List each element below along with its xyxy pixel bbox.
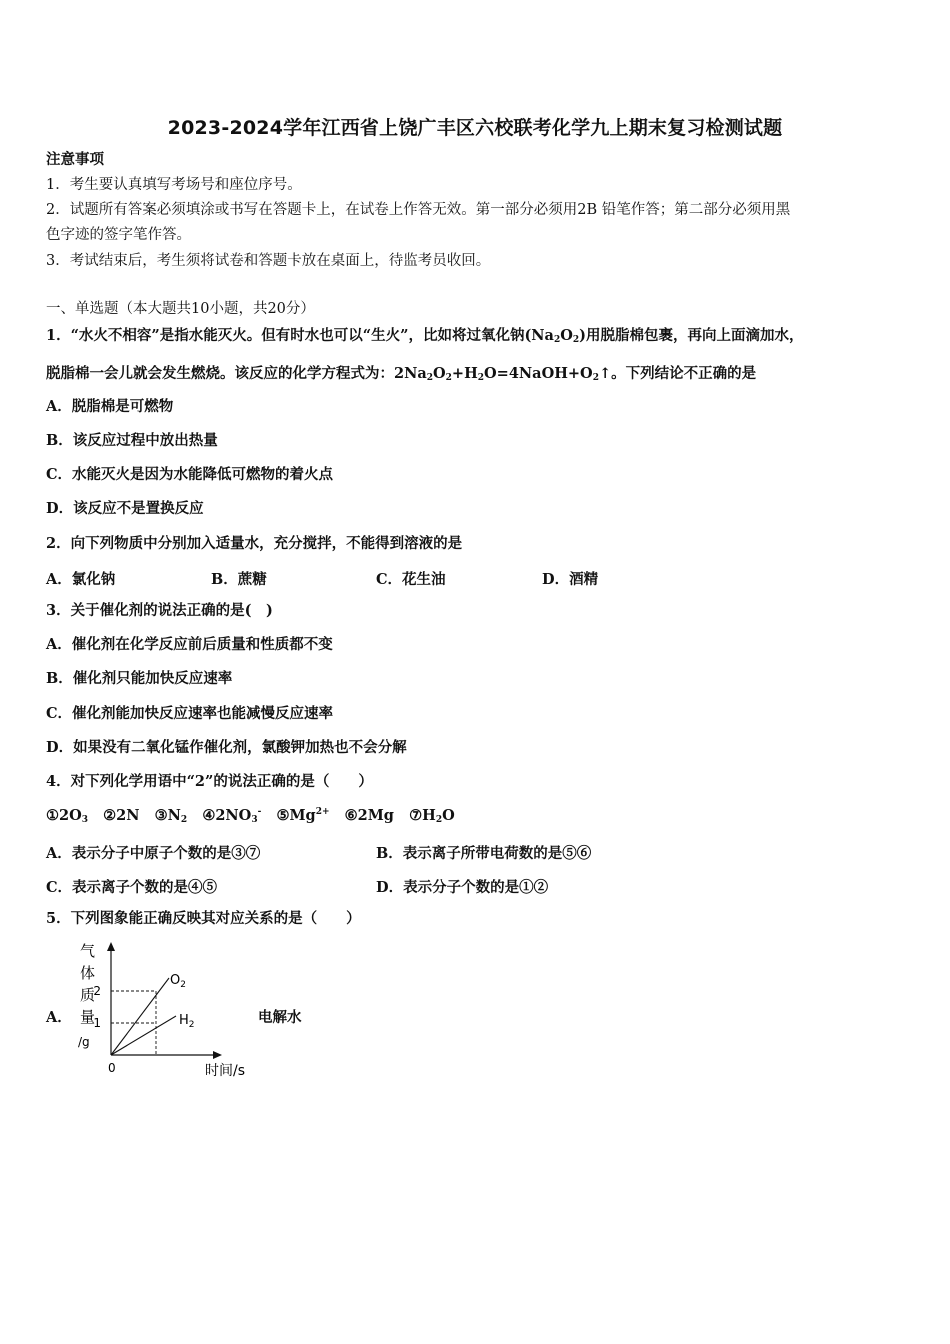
q2-option-d: D．酒精	[542, 571, 599, 588]
o2-line	[111, 978, 169, 1055]
q1-option-a: A．脱脂棉是可燃物	[46, 398, 174, 415]
q5-option-a-label: A．	[46, 1009, 72, 1026]
q4-option-b: B．表示离子所带电荷数的是⑤⑥	[376, 845, 592, 862]
h2-line	[111, 1016, 176, 1055]
q1-stem-line1: 1．“水火不相容”是指水能灭火。但有时水也可以“生火”，比如将过氧化钠$(Na_2O_2)$用脱脂棉包裹，再向上面滴加水，	[46, 327, 804, 345]
y-label-char-2: 体	[80, 964, 96, 982]
q1-option-b: B．该反应过程中放出热量	[46, 432, 218, 449]
page-title: 2023-2024学年江西省上饶广丰区六校联考化学九上期末复习检测试题	[167, 117, 783, 139]
origin-label: 0	[108, 1061, 116, 1075]
o2-label: $O_2$	[170, 973, 186, 990]
section-heading: 一、单选题（本大题共10小题，共20分）	[46, 301, 315, 317]
x-axis-arrow	[213, 1051, 222, 1059]
q5-option-a-caption: 电解水	[258, 1009, 302, 1026]
q3-option-d: D．如果没有二氧化锰作催化剂，氯酸钾加热也不会分解	[46, 739, 407, 756]
q3-option-a: A．催化剂在化学反应前后质量和性质都不变	[46, 636, 333, 653]
q1-option-d: D．该反应不是置换反应	[46, 500, 204, 517]
y-label-char-1: 气	[80, 942, 96, 960]
q3-option-c: C．催化剂能加快反应速率也能减慢反应速率	[46, 705, 334, 722]
q4-stem: 4．对下列化学用语中“2”的说法正确的是（ ）	[46, 773, 373, 790]
q1-stem-line2: 脱脂棉一会儿就会发生燃烧。该反应的化学方程式为：$2Na_2O_2+H_2O=4NaOH+O_2↑$。下列结论不正确的是	[46, 365, 757, 383]
notice-heading: 注意事项	[46, 151, 104, 168]
y-unit: /g	[78, 1035, 90, 1049]
tick-label-1: 1	[93, 1016, 101, 1030]
q4-option-c: C．表示离子个数的是④⑤	[46, 879, 218, 896]
q2-option-c: C．花生油	[376, 571, 446, 588]
electrolysis-graph	[66, 938, 266, 1088]
notice-item-3: 3．考试结束后，考生须将试卷和答题卡放在桌面上，待监考员收回。	[46, 253, 491, 269]
y-label-char-3: 质	[80, 986, 96, 1004]
notice-item-1: 1．考生要认真填写考场号和座位序号。	[46, 177, 302, 193]
notice-item-2-cont: 色字迹的签字笔作答。	[46, 227, 191, 243]
q3-option-b: B．催化剂只能加快反应速率	[46, 670, 233, 687]
q4-option-d: D．表示分子个数的是①②	[376, 879, 549, 896]
q2-option-b: B．蔗糖	[211, 571, 267, 588]
y-axis-arrow	[107, 942, 115, 951]
q4-option-a: A．表示分子中原子个数的是③⑦	[46, 845, 261, 862]
y-label-char-4: 量	[80, 1008, 96, 1026]
q4-symbols: $①2O_3$ ②2N $③N_2$ $④2NO_3^-$ $⑤Mg^{2+}$ ⑥2Mg $⑦H_2O$	[46, 807, 455, 825]
q1-option-c: C．水能灭火是因为水能降低可燃物的着火点	[46, 466, 334, 483]
tick-label-2: 2	[93, 984, 101, 998]
notice-item-2: 2．试题所有答案必须填涂或书写在答题卡上，在试卷上作答无效。第一部分必须用2B 铅笔作答；第二部分必须用黑	[46, 202, 791, 218]
x-axis-label: 时间/s	[205, 1063, 246, 1079]
q2-option-a: A．氯化钠	[46, 571, 116, 588]
q2-stem: 2．向下列物质中分别加入适量水，充分搅拌，不能得到溶液的是	[46, 535, 463, 552]
q5-stem: 5．下列图象能正确反映其对应关系的是（ ）	[46, 910, 361, 927]
q3-stem: 3．关于催化剂的说法正确的是( )	[46, 602, 273, 619]
h2-label: $H_2$	[179, 1013, 195, 1030]
